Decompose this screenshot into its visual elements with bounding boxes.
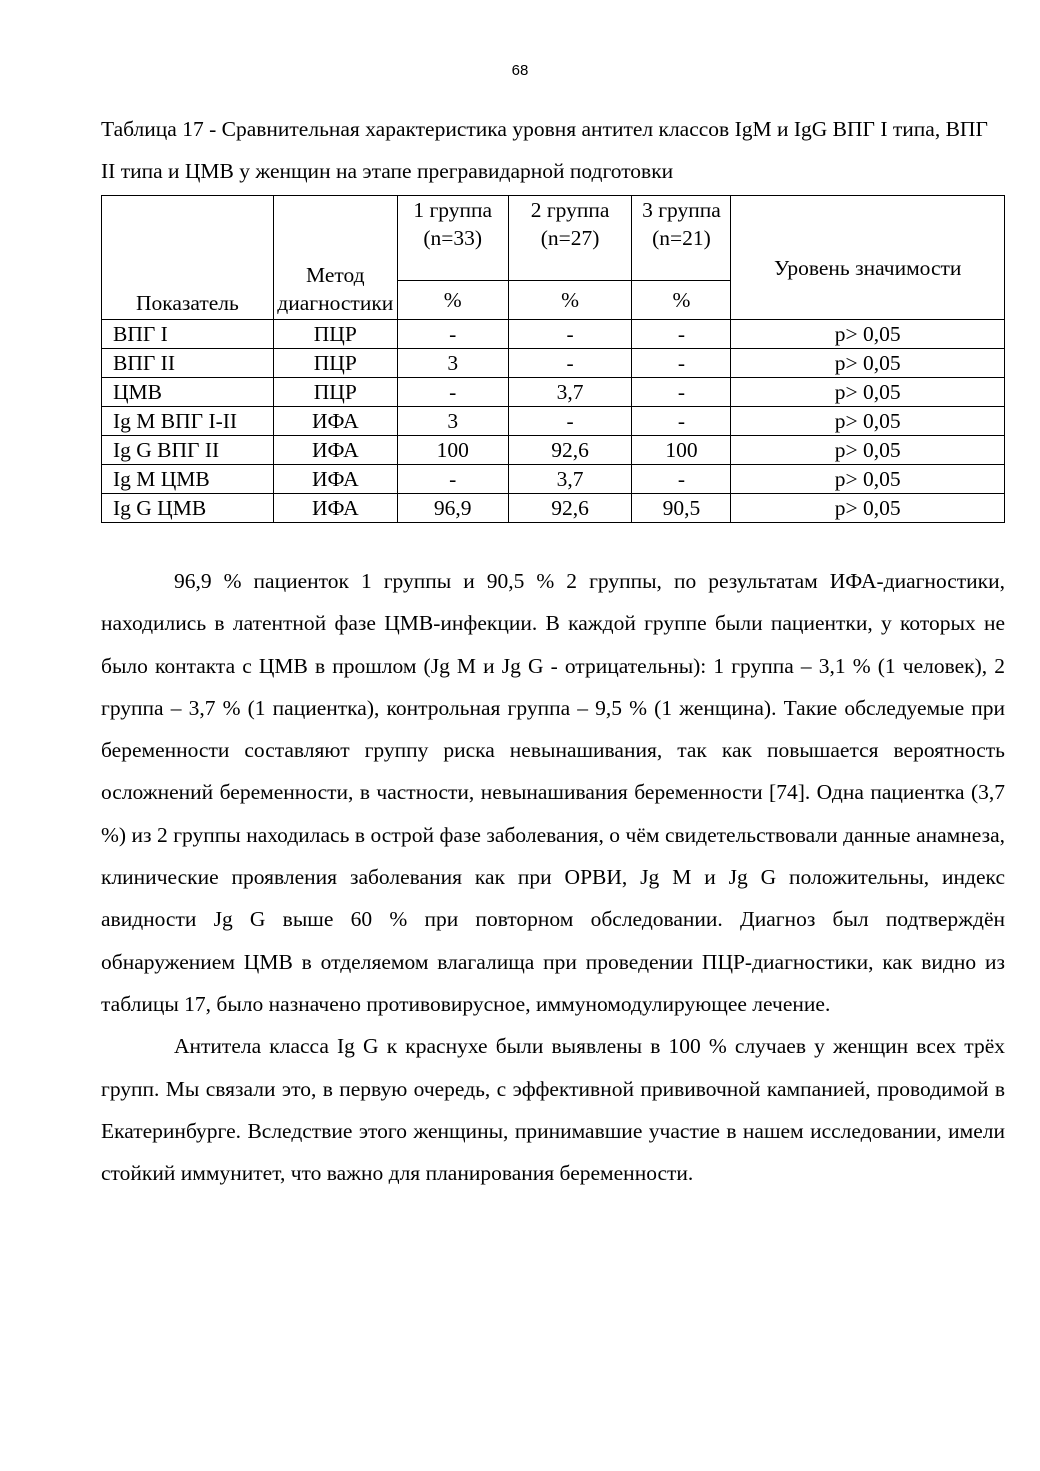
cell-group1: 96,9 xyxy=(397,494,508,523)
cell-group1: - xyxy=(397,378,508,407)
cell-group1: 3 xyxy=(397,349,508,378)
table-row xyxy=(102,465,1005,494)
table-caption: Таблица 17 - Сравнительная характеристика уровня антител классов IgM и IgG ВПГ I типа, ВПГ II типа и ЦМВ у женщин на этапе прегравидарной подготовки xyxy=(101,117,988,183)
header-indicator: Показатель xyxy=(102,196,274,320)
cell-significance: p> 0,05 xyxy=(731,320,1005,349)
table-row xyxy=(102,378,1005,407)
cell-group3: - xyxy=(632,465,731,494)
cell-indicator: Ig M ВПГ I-II xyxy=(102,407,274,436)
header-pct-group1: % xyxy=(397,281,508,320)
header-pct-group2: % xyxy=(508,281,632,320)
cell-group3: 100 xyxy=(632,436,731,465)
cell-indicator: Ig M ЦМВ xyxy=(102,465,274,494)
cell-group2: - xyxy=(508,407,632,436)
cell-method: ИФА xyxy=(273,465,397,494)
header-group3: 3 группа (n=21) xyxy=(632,196,731,281)
cell-group1: - xyxy=(397,320,508,349)
cell-group2: 92,6 xyxy=(508,494,632,523)
table-row xyxy=(102,436,1005,465)
cell-group3: - xyxy=(632,320,731,349)
cell-indicator: ВПГ II xyxy=(102,349,274,378)
cell-group2: 3,7 xyxy=(508,465,632,494)
cell-group1: - xyxy=(397,465,508,494)
cell-method: ИФА xyxy=(273,436,397,465)
cell-group3: 90,5 xyxy=(632,494,731,523)
paragraph: 96,9 % пациенток 1 группы и 90,5 % 2 группы, по результатам ИФА-диагностики, находились в латентной фазе ЦМВ-инфекции. В каждой группе были пациентки, у которых не было контакта с ЦМВ в прошлом (Jg M и Jg G - отрицательны): 1 группа – 3,1 % (1 человек), 2 группа – 3,7 % (1 пациентка), контрольная группа – 9,5 % (1 женщина). Такие обследуемые при беременности составляют группу риска невынашивания, так как повышается вероятность осложнений беременности, в частности, невынашивания беременности [74]. Одна пациентка (3,7 %) из 2 группы находилась в острой фазе заболевания, о чём свидетельствовали данные анамнеза, клинические проявления заболевания как при ОРВИ, Jg M и Jg G положительны, индекс авидности Jg G выше 60 % при повторном обследовании. Диагноз был подтверждён обнаружением ЦМВ в отделяемом влагалища при проведении ПЦР-диагностики, как видно из таблицы 17, было назначено противовирусное, иммуномодулирующее лечение. xyxy=(101,569,1005,1016)
table-row xyxy=(102,407,1005,436)
table-row xyxy=(102,494,1005,523)
cell-indicator: Ig G ЦМВ xyxy=(102,494,274,523)
cell-significance: p> 0,05 xyxy=(731,494,1005,523)
cell-significance: p> 0,05 xyxy=(731,349,1005,378)
table-row xyxy=(102,320,1005,349)
cell-significance: p> 0,05 xyxy=(731,378,1005,407)
cell-significance: p> 0,05 xyxy=(731,436,1005,465)
header-significance: Уровень значимости xyxy=(731,196,1005,320)
cell-method: ИФА xyxy=(273,494,397,523)
cell-group2: 3,7 xyxy=(508,378,632,407)
cell-group3: - xyxy=(632,407,731,436)
cell-group3: - xyxy=(632,378,731,407)
cell-group2: - xyxy=(508,320,632,349)
cell-method: ИФА xyxy=(273,407,397,436)
cell-method: ПЦР xyxy=(273,320,397,349)
header-group2: 2 группа (n=27) xyxy=(508,196,632,281)
data-table xyxy=(101,195,1005,523)
cell-indicator: ЦМВ xyxy=(102,378,274,407)
paragraph: Антитела класса Ig G к краснухе были выявлены в 100 % случаев у женщин всех трёх групп. Мы связали это, в первую очередь, с эффективной прививочной кампанией, проводимой в Екатеринбурге. Вследствие этого женщины, принимавшие участие в нашем исследовании, имели стойкий иммунитет, что важно для планирования беременности. xyxy=(101,1034,1005,1186)
cell-indicator: ВПГ I xyxy=(102,320,274,349)
cell-method: ПЦР xyxy=(273,349,397,378)
cell-group2: 92,6 xyxy=(508,436,632,465)
cell-group2: - xyxy=(508,349,632,378)
cell-group1: 3 xyxy=(397,407,508,436)
cell-group1: 100 xyxy=(397,436,508,465)
page-number: 68 xyxy=(511,62,529,79)
header-group1: 1 группа (n=33) xyxy=(397,196,508,281)
cell-indicator: Ig G ВПГ II xyxy=(102,436,274,465)
cell-method: ПЦР xyxy=(273,378,397,407)
body-text xyxy=(101,560,1005,1194)
cell-significance: p> 0,05 xyxy=(731,465,1005,494)
header-pct-group3: % xyxy=(632,281,731,320)
header-method: Метод диагностики xyxy=(273,196,397,320)
table-row xyxy=(102,349,1005,378)
cell-significance: p> 0,05 xyxy=(731,407,1005,436)
cell-group3: - xyxy=(632,349,731,378)
table-body xyxy=(102,320,1005,523)
